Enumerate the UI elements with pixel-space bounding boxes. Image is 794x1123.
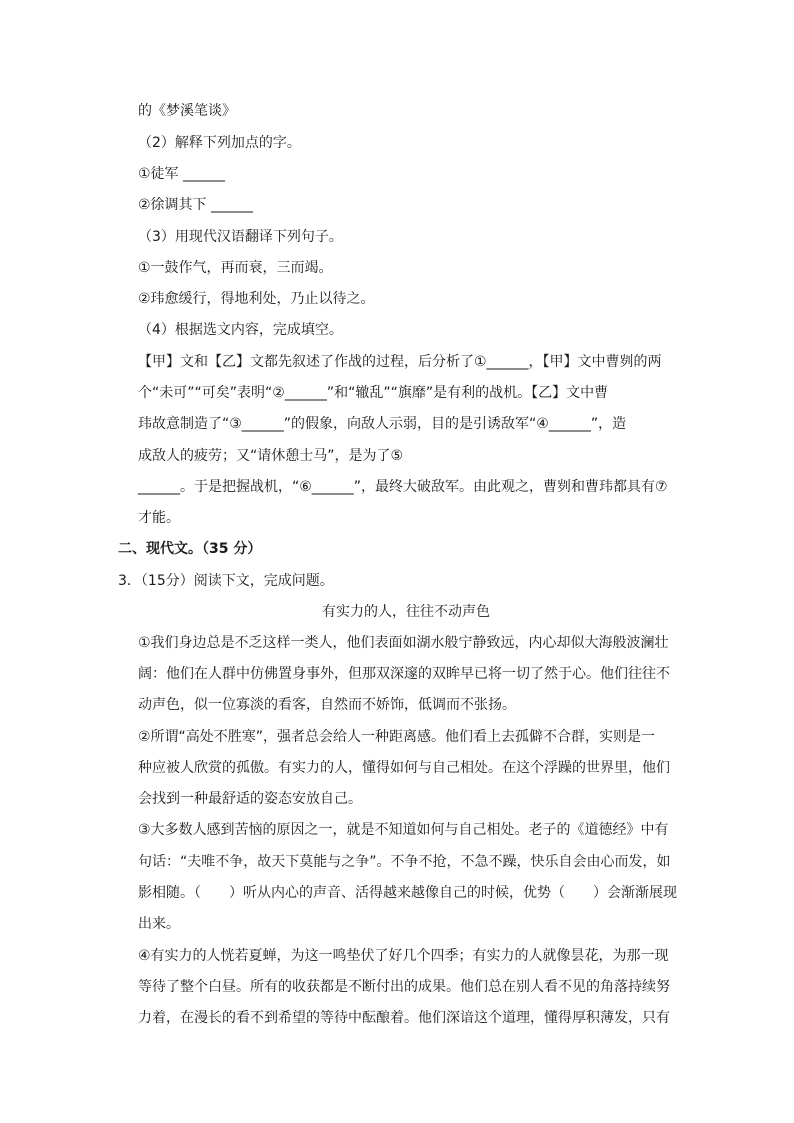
paragraph-line: 等待了整个白昼。所有的收获都是不断付出的成果。他们总在别人看不见的角落持续努: [138, 979, 670, 995]
question-3-item-1: ①一鼓作气，再而衰，三而竭。: [138, 260, 333, 276]
question-4-text-line: 个“未可”“可矣”表明“②______”和“辙乱”“旗靡”是有利的战机。【乙】文中曹: [138, 385, 609, 401]
question-3-prompt: （3）用现代汉语翻译下列句子。: [138, 229, 343, 245]
paragraph-line: ③大多数人感到苦恼的原因之一，就是不知道如何与自己相处。老子的《道德经》中有: [138, 822, 669, 838]
paragraph-line: 动声色，似一位寡淡的看客，自然而不娇饰，低调而不张扬。: [138, 697, 516, 713]
question-2-prompt: （2）解释下列加点的字。: [138, 135, 301, 151]
paragraph-line: 力着，在漫长的看不到希望的等待中酝酿着。他们深谙这个道理，懂得厚积薄发，只有: [138, 1010, 670, 1026]
section-heading: 二、现代文。（35 分）: [118, 541, 262, 557]
question-4-text-line: 才能。: [138, 510, 180, 526]
question-2-item-2: ②徐调其下 ______: [138, 197, 254, 213]
paragraph-line: ④有实力的人恍若夏蝉，为这一鸣垫伏了好几个四季；有实力的人就像昙花，为那一现: [138, 948, 669, 964]
question-4-text-line: 玮故意制造了“③______”的假象，向敌人示弱，目的是引诱敌军“④______”，造: [138, 416, 627, 432]
question-2-item-1: ①徒军 ______: [138, 166, 226, 182]
paragraph-line: 会找到一种最舒适的姿态安放自己。: [138, 791, 362, 807]
question-3-item-2: ②玮愈缓行，得地利处，乃止以待之。: [138, 291, 375, 307]
question-4-text-line: 成敌人的疲劳；又“请休憩士马”，是为了⑤: [138, 448, 404, 464]
question-3-header: 3．（15分）阅读下文，完成问题。: [118, 573, 334, 589]
question-4-prompt: （4）根据选文内容，完成填空。: [138, 322, 343, 338]
paragraph-line: ②所谓“高处不胜寒”，强者总会给人一种距离感。他们看上去孤僻不合群，实则是一: [138, 729, 656, 745]
paragraph-line: 句话：“夫唯不争，故天下莫能与之争”。不争不抢，不急不躁，快乐自会由心而发，如: [138, 854, 671, 870]
question-4-text-line: 【甲】文和【乙】文都先叙述了作战的过程，后分析了①______，【甲】文中曹刿的两: [138, 354, 662, 370]
paragraph-line: 种应被人欣赏的孤傲。有实力的人，懂得如何与自己相处。在这个浮躁的世界里，他们: [138, 760, 670, 776]
paragraph-line: 阔：他们在人群中仿佛置身事外，但那双深邃的双眸早已将一切了然于心。他们往往不: [138, 666, 670, 682]
paragraph-line: 影相随。（ ）听从内心的声音、活得越来越像自己的时候，优势（ ）会渐渐展现: [138, 885, 677, 901]
question-4-text-line: ______。于是把握战机，“⑥______”，最终大破敌军。由此观之，曹刿和曹玮都具有⑦: [138, 479, 668, 495]
paragraph-line: 出来。: [138, 916, 180, 932]
article-title: 有实力的人，往往不动声色: [322, 604, 490, 620]
paragraph-line: ①我们身边总是不乏这样一类人，他们表面如湖水般宁静致远，内心却似大海般波澜壮: [138, 635, 669, 651]
text-line-continuation: 的《梦溪笔谈》: [138, 103, 236, 119]
